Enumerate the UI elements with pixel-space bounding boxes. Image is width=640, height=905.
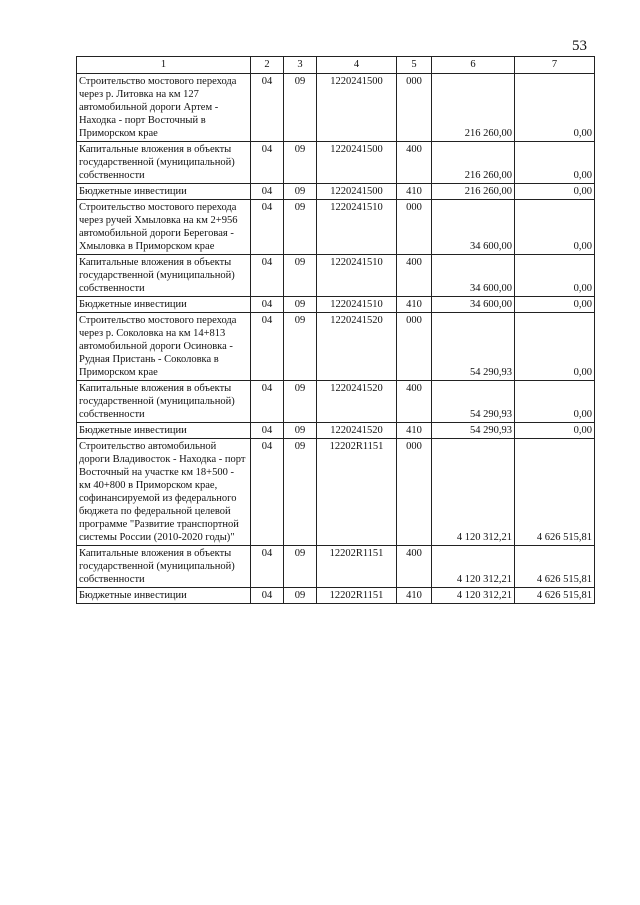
target-article-code: 1220241520 bbox=[317, 313, 397, 381]
row-name: Бюджетные инвестиции bbox=[77, 423, 251, 439]
row-name: Строительство мостового перехода через ручей Хмыловка на км 2+956 автомобильной дороги Береговая - Хмыловка в Приморском крае bbox=[77, 200, 251, 255]
table-row bbox=[77, 423, 595, 439]
amount-year-2: 0,00 bbox=[515, 200, 595, 255]
subsection-code: 09 bbox=[284, 255, 317, 297]
expense-type-code: 000 bbox=[397, 200, 432, 255]
section-code: 04 bbox=[251, 588, 284, 604]
table-row bbox=[77, 297, 595, 313]
amount-year-2: 0,00 bbox=[515, 423, 595, 439]
amount-year-1: 34 600,00 bbox=[432, 255, 515, 297]
target-article-code: 1220241500 bbox=[317, 142, 397, 184]
expense-type-code: 400 bbox=[397, 255, 432, 297]
table-row bbox=[77, 200, 595, 255]
section-code: 04 bbox=[251, 200, 284, 255]
subsection-code: 09 bbox=[284, 142, 317, 184]
table-row bbox=[77, 588, 595, 604]
target-article-code: 12202R1151 bbox=[317, 588, 397, 604]
subsection-code: 09 bbox=[284, 200, 317, 255]
section-code: 04 bbox=[251, 381, 284, 423]
target-article-code: 1220241510 bbox=[317, 200, 397, 255]
amount-year-1: 54 290,93 bbox=[432, 381, 515, 423]
expense-type-code: 000 bbox=[397, 313, 432, 381]
section-code: 04 bbox=[251, 74, 284, 142]
amount-year-2: 4 626 515,81 bbox=[515, 439, 595, 546]
amount-year-1: 216 260,00 bbox=[432, 184, 515, 200]
row-name: Капитальные вложения в объекты государственной (муниципальной) собственности bbox=[77, 546, 251, 588]
target-article-code: 12202R1151 bbox=[317, 439, 397, 546]
target-article-code: 12202R1151 bbox=[317, 546, 397, 588]
column-header: 4 bbox=[317, 57, 397, 74]
amount-year-1: 34 600,00 bbox=[432, 297, 515, 313]
amount-year-2: 0,00 bbox=[515, 74, 595, 142]
amount-year-2: 0,00 bbox=[515, 184, 595, 200]
column-header: 6 bbox=[432, 57, 515, 74]
subsection-code: 09 bbox=[284, 546, 317, 588]
amount-year-1: 54 290,93 bbox=[432, 423, 515, 439]
table-row bbox=[77, 439, 595, 546]
subsection-code: 09 bbox=[284, 588, 317, 604]
table-row bbox=[77, 142, 595, 184]
row-name: Капитальные вложения в объекты государственной (муниципальной) собственности bbox=[77, 381, 251, 423]
target-article-code: 1220241510 bbox=[317, 255, 397, 297]
subsection-code: 09 bbox=[284, 439, 317, 546]
amount-year-2: 0,00 bbox=[515, 297, 595, 313]
section-code: 04 bbox=[251, 423, 284, 439]
table-row bbox=[77, 546, 595, 588]
table-row bbox=[77, 381, 595, 423]
target-article-code: 1220241520 bbox=[317, 423, 397, 439]
expense-type-code: 410 bbox=[397, 297, 432, 313]
subsection-code: 09 bbox=[284, 381, 317, 423]
row-name: Бюджетные инвестиции bbox=[77, 588, 251, 604]
expense-type-code: 400 bbox=[397, 381, 432, 423]
budget-table bbox=[76, 56, 595, 604]
amount-year-1: 54 290,93 bbox=[432, 313, 515, 381]
amount-year-2: 0,00 bbox=[515, 142, 595, 184]
amount-year-2: 0,00 bbox=[515, 381, 595, 423]
target-article-code: 1220241510 bbox=[317, 297, 397, 313]
section-code: 04 bbox=[251, 297, 284, 313]
expense-type-code: 000 bbox=[397, 439, 432, 546]
table-row bbox=[77, 184, 595, 200]
amount-year-1: 34 600,00 bbox=[432, 200, 515, 255]
column-header: 1 bbox=[77, 57, 251, 74]
section-code: 04 bbox=[251, 142, 284, 184]
expense-type-code: 410 bbox=[397, 184, 432, 200]
subsection-code: 09 bbox=[284, 297, 317, 313]
section-code: 04 bbox=[251, 313, 284, 381]
amount-year-2: 4 626 515,81 bbox=[515, 546, 595, 588]
section-code: 04 bbox=[251, 439, 284, 546]
amount-year-2: 0,00 bbox=[515, 313, 595, 381]
target-article-code: 1220241500 bbox=[317, 184, 397, 200]
column-header: 7 bbox=[515, 57, 595, 74]
section-code: 04 bbox=[251, 546, 284, 588]
amount-year-1: 4 120 312,21 bbox=[432, 588, 515, 604]
expense-type-code: 410 bbox=[397, 588, 432, 604]
target-article-code: 1220241500 bbox=[317, 74, 397, 142]
column-header: 5 bbox=[397, 57, 432, 74]
amount-year-1: 216 260,00 bbox=[432, 142, 515, 184]
row-name: Строительство мостового перехода через р. Соколовка на км 14+813 автомобильной дороги Осиновка - Рудная Пристань - Соколовка в Приморском крае bbox=[77, 313, 251, 381]
subsection-code: 09 bbox=[284, 184, 317, 200]
amount-year-1: 4 120 312,21 bbox=[432, 439, 515, 546]
amount-year-1: 216 260,00 bbox=[432, 74, 515, 142]
expense-type-code: 000 bbox=[397, 74, 432, 142]
row-name: Строительство автомобильной дороги Владивосток - Находка - порт Восточный на участке км 18+500 - км 40+800 в Приморском крае, софинансируемой из федерального бюджета по федеральной целевой программе "Развитие транспортной системы России (2010-2020 годы)" bbox=[77, 439, 251, 546]
table-row bbox=[77, 74, 595, 142]
table-row bbox=[77, 313, 595, 381]
section-code: 04 bbox=[251, 255, 284, 297]
table-row bbox=[77, 255, 595, 297]
row-name: Капитальные вложения в объекты государственной (муниципальной) собственности bbox=[77, 255, 251, 297]
row-name: Бюджетные инвестиции bbox=[77, 184, 251, 200]
amount-year-1: 4 120 312,21 bbox=[432, 546, 515, 588]
row-name: Капитальные вложения в объекты государственной (муниципальной) собственности bbox=[77, 142, 251, 184]
section-code: 04 bbox=[251, 184, 284, 200]
page-number: 53 bbox=[572, 38, 587, 54]
subsection-code: 09 bbox=[284, 313, 317, 381]
column-header: 2 bbox=[251, 57, 284, 74]
amount-year-2: 4 626 515,81 bbox=[515, 588, 595, 604]
amount-year-2: 0,00 bbox=[515, 255, 595, 297]
row-name: Бюджетные инвестиции bbox=[77, 297, 251, 313]
subsection-code: 09 bbox=[284, 423, 317, 439]
target-article-code: 1220241520 bbox=[317, 381, 397, 423]
header-row bbox=[77, 57, 595, 74]
row-name: Строительство мостового перехода через р. Литовка на км 127 автомобильной дороги Артем - Находка - порт Восточный в Приморском крае bbox=[77, 74, 251, 142]
column-header: 3 bbox=[284, 57, 317, 74]
expense-type-code: 400 bbox=[397, 546, 432, 588]
expense-type-code: 410 bbox=[397, 423, 432, 439]
subsection-code: 09 bbox=[284, 74, 317, 142]
expense-type-code: 400 bbox=[397, 142, 432, 184]
